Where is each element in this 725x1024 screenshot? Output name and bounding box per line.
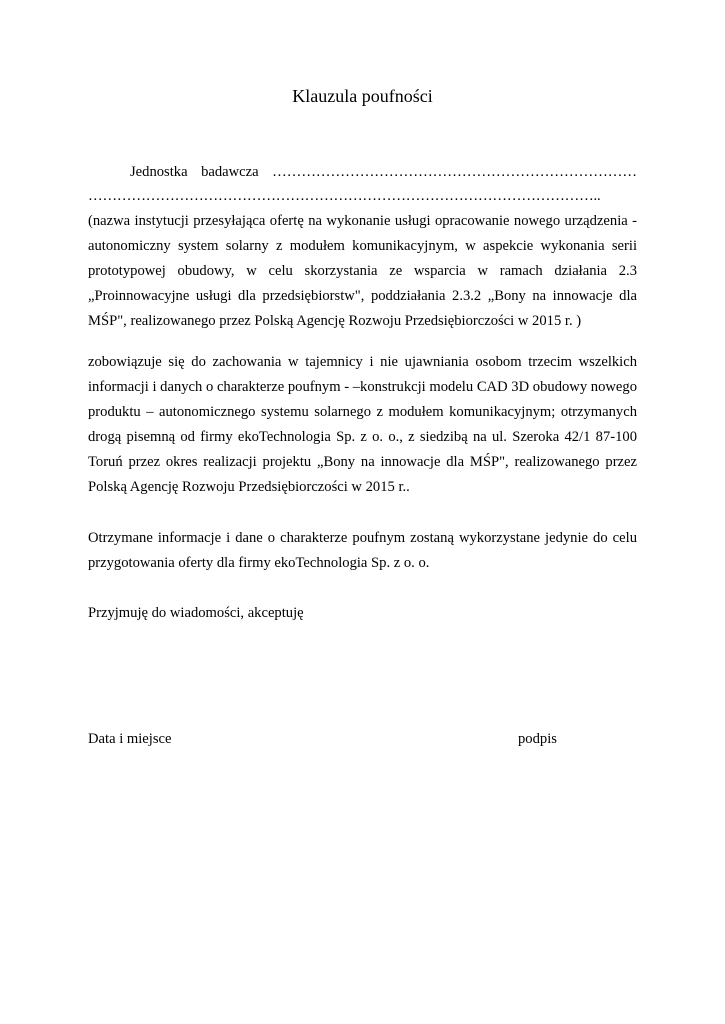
- paragraph2-line: zobowiązuje się do zachowania w tajemnicy i nie ujawniania osobom trzecim wszelkich: [88, 354, 637, 370]
- paragraph1-line: (nazwa instytucji przesyłająca ofertę na wykonanie usługi opracowanie nowego urządzenia -: [88, 213, 637, 229]
- paragraph2-line: Polską Agencję Rozwoju Przedsiębiorczości w 2015 r..: [88, 479, 410, 495]
- paragraph3-line: przygotowania oferty dla firmy ekoTechnologia Sp. z o. o.: [88, 555, 430, 571]
- paragraph2-line: drogą pisemną od firmy ekoTechnologia Sp. z o. o., z siedzibą na ul. Szeroka 42/1 87-100: [88, 429, 637, 445]
- paragraph1-line: prototypowej obudowy, w celu skorzystania ze wsparcia w ramach działania 2.3: [88, 263, 637, 279]
- paragraph1-line: MŚP", realizowanego przez Polską Agencję Rozwoju Przedsiębiorczości w 2015 r. ): [88, 313, 582, 329]
- acceptance-statement: Przyjmuję do wiadomości, akceptuję: [88, 605, 304, 621]
- research-unit-line: Jednostka badawcza …………………………………………………………………: [130, 164, 637, 180]
- paragraph2-line: informacji i danych o charakterze poufnym - –konstrukcji modelu CAD 3D obudowy nowego: [88, 379, 637, 395]
- paragraph2-line: produktu – autonomicznego systemu solarnego z modułem komunikacyjnym; otrzymanych: [88, 404, 637, 420]
- document-title: Klauzula poufności: [292, 86, 433, 106]
- paragraph2-line: Toruń przez okres realizacji projektu „Bony na innowacje dla MŚP", realizowanego przez: [88, 454, 637, 470]
- date-place-label: Data i miejsce: [88, 731, 172, 747]
- paragraph3-line: Otrzymane informacje i dane o charakterze poufnym zostaną wykorzystane jedynie do celu: [88, 530, 637, 546]
- paragraph1-line: „Proinnowacyjne usługi dla przedsiębiorstw", poddziałania 2.3.2 „Bony na innowacje dla: [88, 288, 637, 304]
- research-unit-dotted-line: ……………………………………………………………………………………………..: [88, 188, 601, 204]
- paragraph1-line: autonomiczny system solarny z modułem komunikacyjnym, w aspekcie wykonania serii: [88, 238, 637, 254]
- signature-label: podpis: [518, 731, 557, 747]
